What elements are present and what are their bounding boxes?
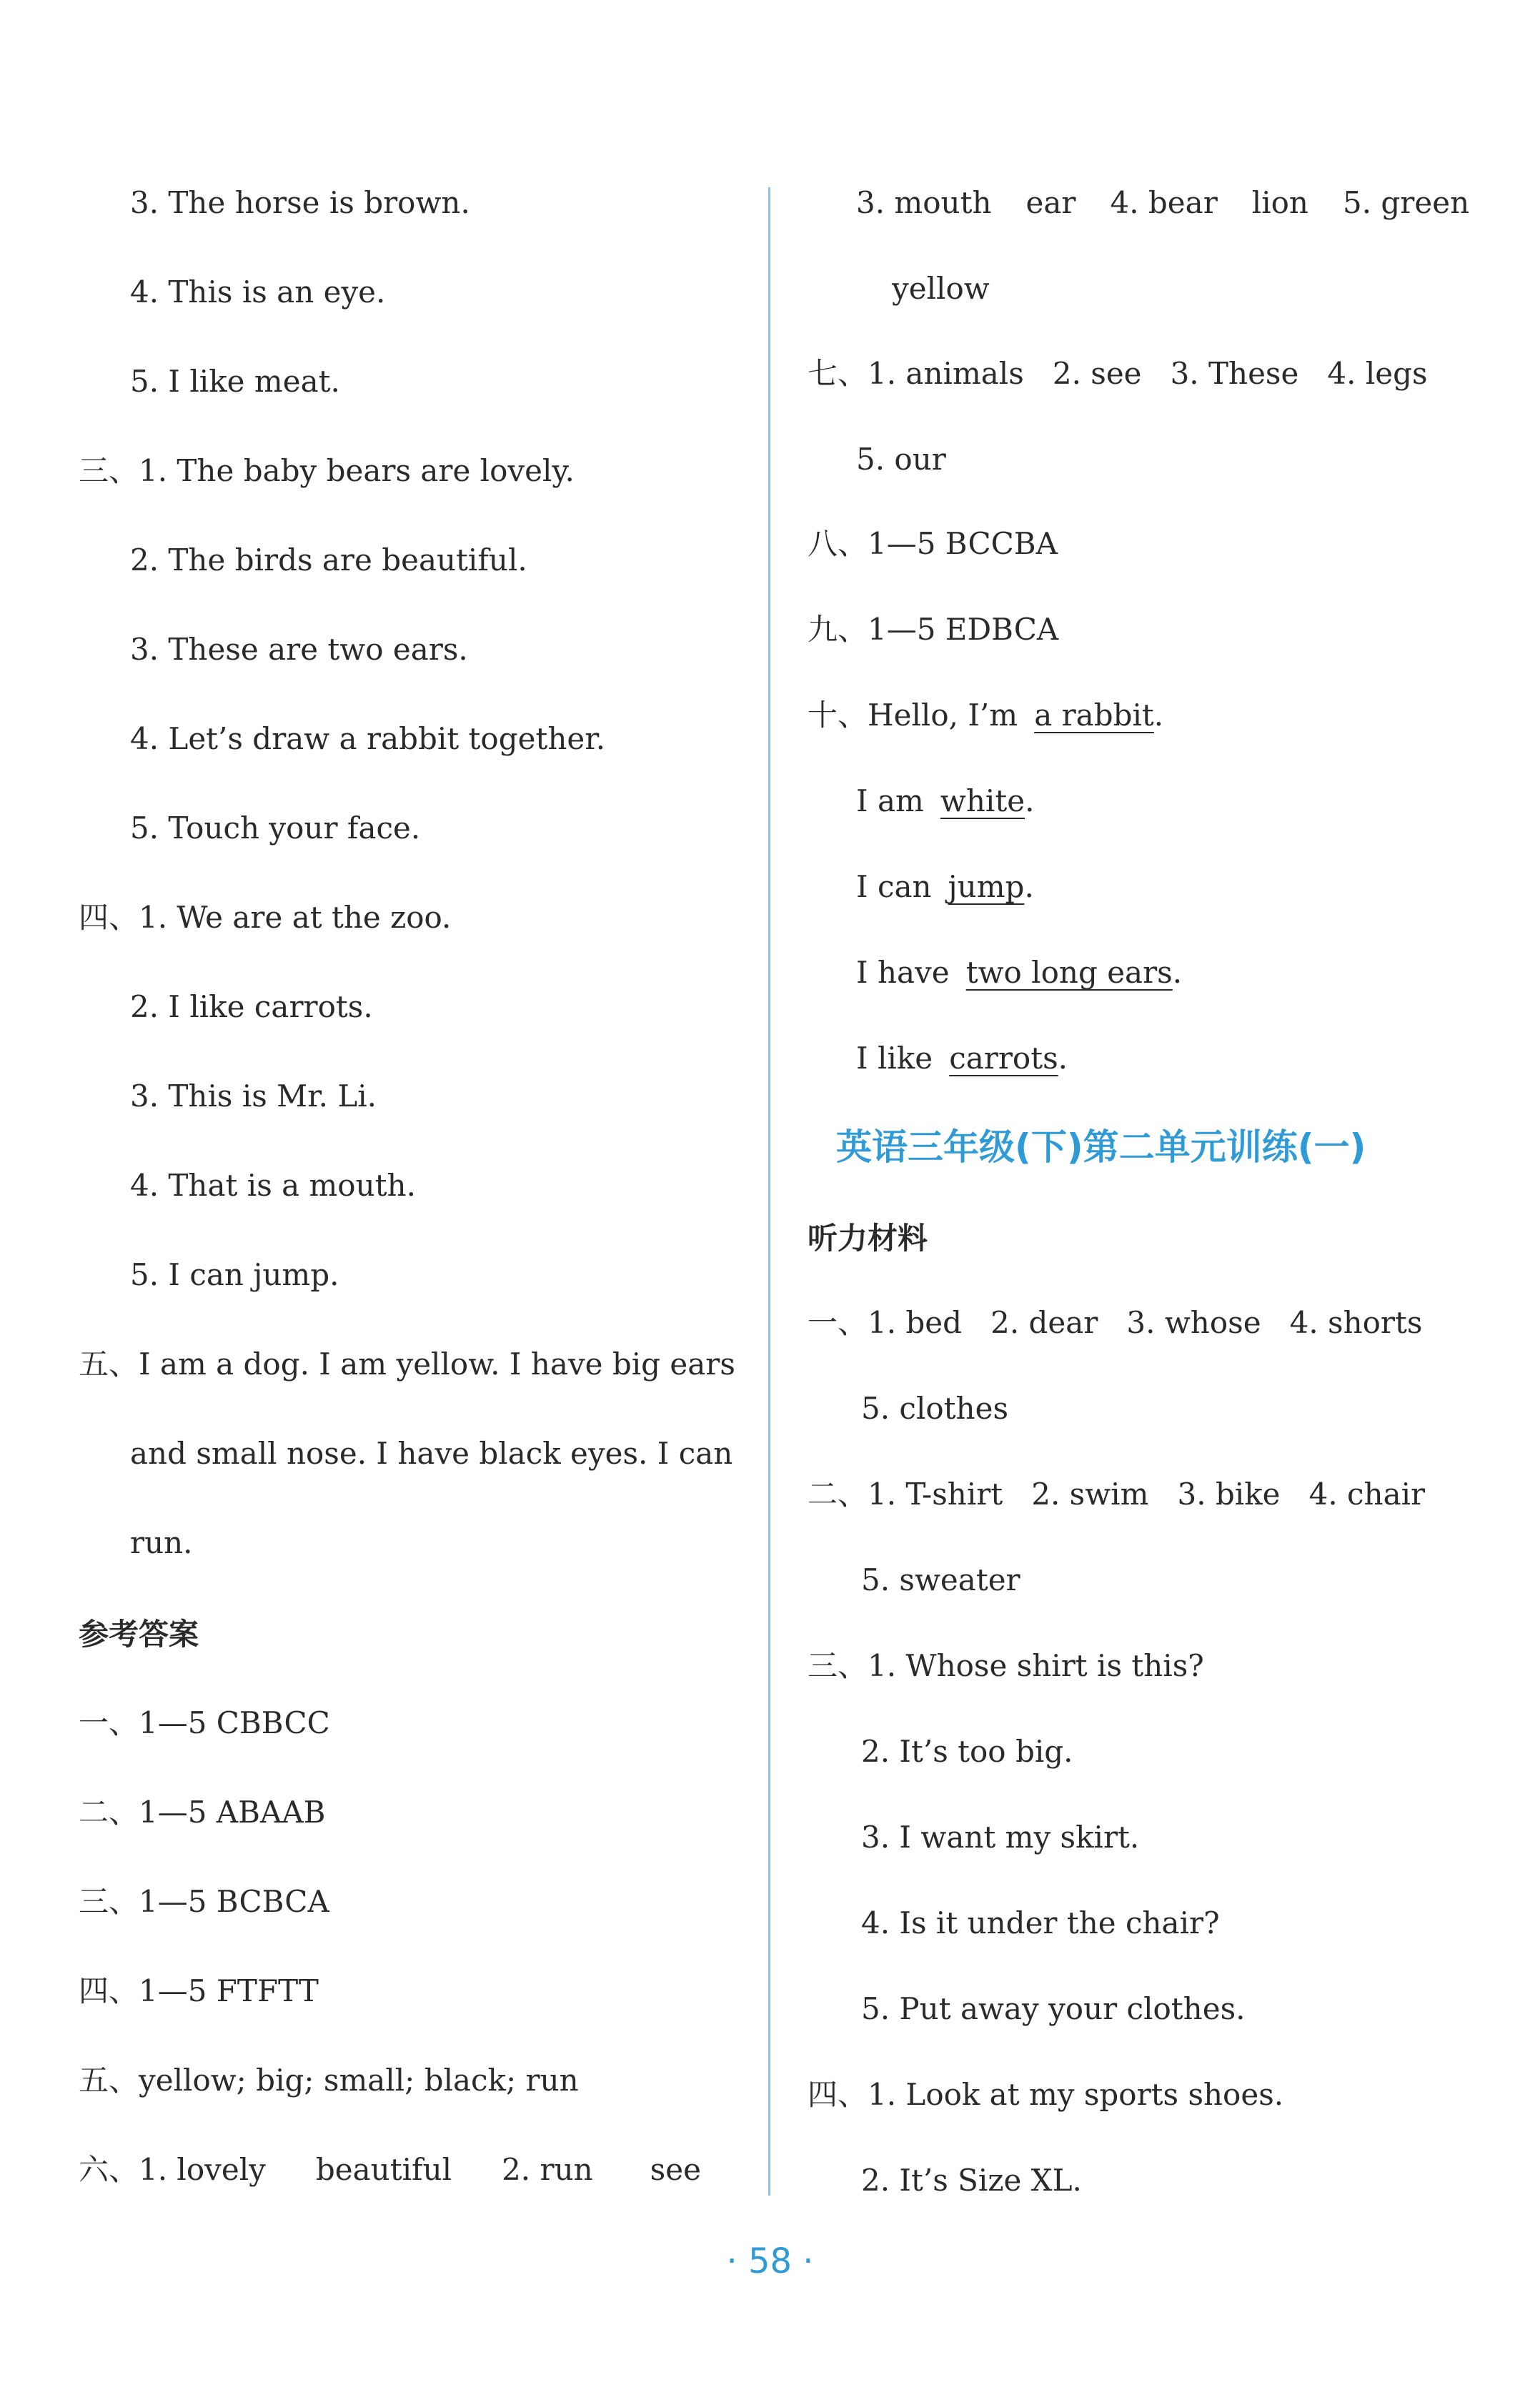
listening-line-6: 2. It’s too big. (861, 1734, 1073, 1769)
listening-line-1: 一、1. bed 2. dear 3. whose 4. shorts (808, 1305, 1423, 1340)
right-line-7: 十、Hello, I’m a rabbit. (808, 698, 1164, 733)
page-number: · 58 · (726, 2241, 814, 2281)
answer-6-part-2: beautiful (315, 2152, 452, 2187)
answer-6-part-1: 六、1. lovely (79, 2152, 266, 2187)
left-line-8: 5. Touch your face. (130, 810, 421, 846)
right-7-prefix: 十、Hello, I’m (808, 698, 1018, 733)
answers-heading: 参考答案 (79, 1617, 199, 1652)
answer-line-3: 三、1—5 BCBCA (79, 1884, 329, 1919)
left-line-15: and small nose. I have black eyes. I can (130, 1436, 733, 1471)
answer-6-part-4: see (650, 2152, 701, 2187)
right-line-4: 5. our (856, 442, 946, 477)
answer-6-part-3: 2. run (502, 2152, 593, 2187)
right-10-prefix: I have (856, 955, 950, 990)
right-1-part-4: lion (1251, 185, 1308, 220)
right-1-part-1: 3. mouth (856, 185, 992, 220)
left-line-16: run. (130, 1525, 193, 1560)
answer-line-5: 五、yellow; big; small; black; run (79, 2063, 579, 2098)
left-line-5: 2. The birds are beautiful. (130, 542, 527, 577)
right-line-9: I can jump. (856, 869, 1034, 904)
listening-line-3: 二、1. T-shirt 2. swim 3. bike 4. chair (808, 1477, 1426, 1512)
right-11-prefix: I like (856, 1041, 933, 1076)
left-line-13: 5. I can jump. (130, 1257, 339, 1292)
left-line-6: 3. These are two ears. (130, 632, 468, 667)
right-1-part-3: 4. bear (1110, 185, 1218, 220)
right-9-prefix: I can (856, 869, 932, 904)
listening-line-4: 5. sweater (861, 1562, 1020, 1597)
column-divider (768, 187, 770, 2196)
left-line-4: 三、1. The baby bears are lovely. (79, 453, 575, 488)
listening-line-2: 5. clothes (861, 1391, 1009, 1426)
right-line-6: 九、1—5 EDBCA (808, 612, 1059, 647)
left-line-12: 4. That is a mouth. (130, 1168, 416, 1203)
left-line-9: 四、1. We are at the zoo. (79, 900, 452, 935)
right-7-answer: a rabbit (1034, 698, 1154, 733)
right-11-answer: carrots (949, 1041, 1058, 1076)
right-line-1 (856, 185, 1470, 220)
listening-line-10: 四、1. Look at my sports shoes. (808, 2077, 1284, 2112)
right-line-10: I have two long ears. (856, 955, 1183, 990)
right-10-answer: two long ears (965, 955, 1173, 990)
answer-line-6 (79, 2152, 701, 2187)
left-line-10: 2. I like carrots. (130, 989, 373, 1024)
left-line-11: 3. This is Mr. Li. (130, 1079, 377, 1114)
answer-line-1: 一、1—5 CBBCC (79, 1705, 330, 1740)
right-8-answer: white (940, 783, 1025, 818)
right-1-part-2: ear (1025, 185, 1076, 220)
left-line-7: 4. Let’s draw a rabbit together. (130, 721, 606, 756)
answer-line-2: 二、1—5 ABAAB (79, 1795, 326, 1830)
right-line-2: yellow (892, 271, 990, 306)
listening-line-9: 5. Put away your clothes. (861, 1991, 1246, 2026)
listening-line-8: 4. Is it under the chair? (861, 1905, 1220, 1940)
right-line-8: I am white. (856, 783, 1035, 818)
left-line-1: 3. The horse is brown. (130, 185, 470, 220)
listening-line-11: 2. It’s Size XL. (861, 2163, 1082, 2198)
left-line-14: 五、I am a dog. I am yellow. I have big ears (79, 1347, 735, 1382)
left-line-3: 5. I like meat. (130, 364, 340, 399)
answer-line-4: 四、1—5 FTFTT (79, 1973, 319, 2008)
section-title: 英语三年级(下)第二单元训练(一) (836, 1126, 1366, 1168)
listening-heading: 听力材料 (808, 1221, 928, 1256)
listening-line-5: 三、1. Whose shirt is this? (808, 1648, 1204, 1683)
right-line-11: I like carrots. (856, 1041, 1068, 1076)
right-line-5: 八、1—5 BCCBA (808, 526, 1058, 561)
right-9-answer: jump (948, 869, 1025, 904)
listening-line-7: 3. I want my skirt. (861, 1820, 1140, 1855)
right-1-part-5: 5. green (1342, 185, 1470, 220)
left-line-2: 4. This is an eye. (130, 274, 386, 309)
right-line-3: 七、1. animals 2. see 3. These 4. legs (808, 356, 1428, 391)
right-8-prefix: I am (856, 783, 924, 818)
